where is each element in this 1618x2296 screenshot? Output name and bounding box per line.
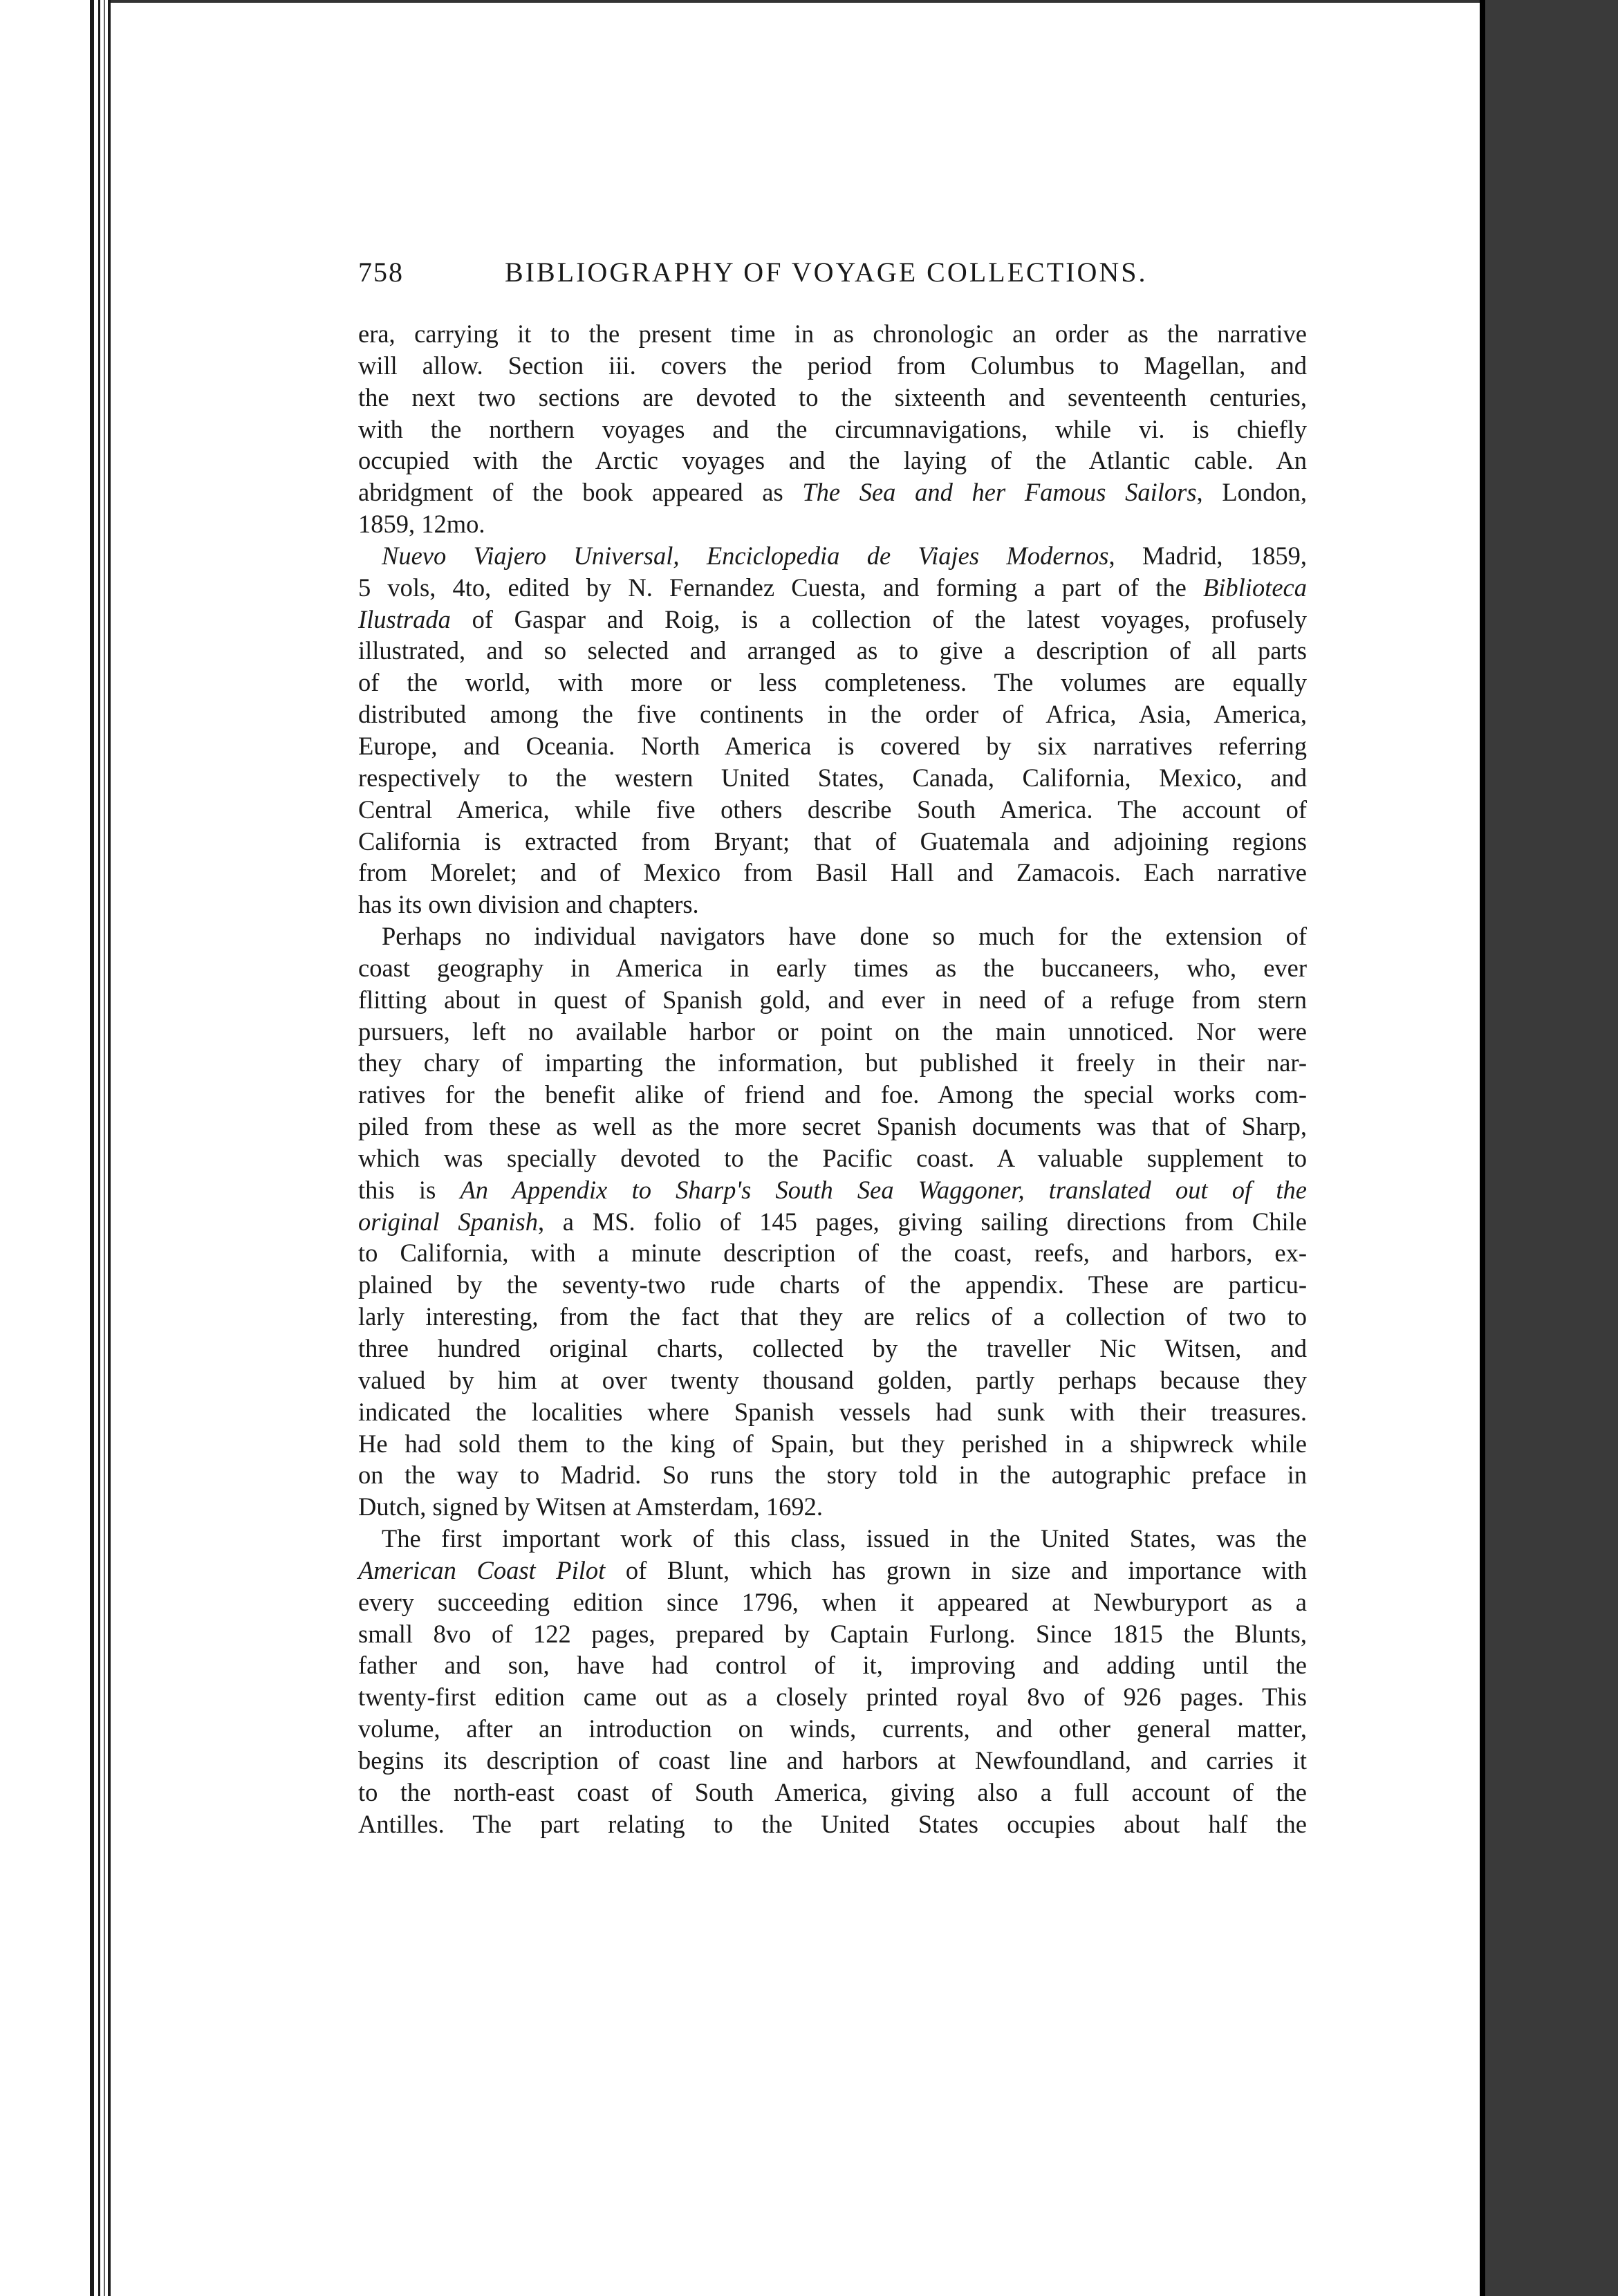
- text-line: ratives for the benefit alike of friend and foe. Among the special works com-: [358, 1080, 1307, 1109]
- text-line: [358, 1174, 1307, 1206]
- text-segment: of Blunt, which has grown in size and importance with: [605, 1555, 1308, 1584]
- binding-line: [90, 0, 94, 2296]
- text-line: illustrated, and so selected and arranged as to give a description of all parts: [358, 636, 1307, 665]
- text-line: which was specially devoted to the Pacific coast. A valuable supplement to: [358, 1143, 1307, 1172]
- text-line: occupied with the Arctic voyages and the laying of the Atlantic cable. An: [358, 446, 1307, 475]
- text-line: of the world, with more or less completeness. The volumes are equally: [358, 668, 1307, 697]
- text-line: The first important work of this class, issued in the United States, was the: [382, 1524, 1307, 1553]
- text-segment: , Madrid, 1859,: [1108, 541, 1307, 570]
- text-line: Central America, while five others describe South America. The account of: [358, 795, 1307, 824]
- text-segment: 5 vols, 4to, edited by N. Fernandez Cuesta, and forming a part of the: [358, 573, 1203, 602]
- text-line: flitting about in quest of Spanish gold, and ever in need of a refuge from stern: [358, 985, 1307, 1014]
- text-line: [358, 604, 1307, 636]
- text-line: will allow. Section iii. covers the period from Columbus to Magellan, and: [358, 351, 1307, 380]
- text-segment: , a MS. folio of 145 pages, giving sailing directions from Chile: [537, 1207, 1307, 1236]
- page-right-edge: [1480, 0, 1485, 2296]
- text-line: [358, 1206, 1307, 1238]
- italic-title: Nuevo Viajero Universal, Enciclopedia de Viajes Modernos: [382, 541, 1109, 570]
- text-line: they chary of imparting the information, but published it freely in their nar-: [358, 1048, 1307, 1077]
- text-line: Europe, and Oceania. North America is covered by six narratives referring: [358, 731, 1307, 760]
- scan-top-border: [111, 0, 1483, 3]
- running-title: BIBLIOGRAPHY OF VOYAGE COLLECTIONS.: [505, 257, 1148, 288]
- italic-title: American Coast Pilot: [358, 1555, 606, 1584]
- text-line: [358, 540, 1307, 572]
- text-line: twenty-first edition came out as a closely printed royal 8vo of 926 pages. This: [358, 1683, 1307, 1712]
- text-line: [358, 1555, 1307, 1586]
- text-segment: abridgment of the book appeared as: [358, 478, 803, 507]
- text-line: has its own division and chapters.: [358, 890, 699, 919]
- text-segment: this is: [358, 1175, 461, 1204]
- text-segment: , London,: [1196, 478, 1307, 507]
- italic-title: The Sea and her Famous Sailors: [802, 478, 1197, 507]
- text-line: from Morelet; and of Mexico from Basil Hall and Zamacois. Each narrative: [358, 858, 1307, 887]
- page-binding-edge: [0, 0, 111, 2296]
- text-line: Perhaps no individual navigators have done so much for the extension of: [382, 922, 1307, 951]
- text-line: He had sold them to the king of Spain, but they perished in a shipwreck while: [358, 1429, 1307, 1458]
- text-line: Antilles. The part relating to the United States occupies about half the: [358, 1809, 1307, 1838]
- text-line: to California, with a minute description of the coast, reefs, and harbors, ex-: [358, 1239, 1307, 1268]
- text-line: [358, 572, 1307, 604]
- text-line: Dutch, signed by Witsen at Amsterdam, 1692.: [358, 1492, 824, 1521]
- body-text: [358, 318, 1307, 1840]
- text-line: small 8vo of 122 pages, prepared by Captain Furlong. Since 1815 the Blunts,: [358, 1619, 1307, 1648]
- text-line: larly interesting, from the fact that they are relics of a collection of two to: [358, 1302, 1307, 1331]
- text-line: begins its description of coast line and harbors at Newfoundland, and carries it: [358, 1746, 1307, 1775]
- text-line: on the way to Madrid. So runs the story told in the autographic preface in: [358, 1461, 1307, 1490]
- page-header: [358, 256, 1307, 297]
- text-line: distributed among the five continents in the order of Africa, Asia, America,: [358, 700, 1307, 729]
- text-segment: of Gaspar and Roig, is a collection of the latest voyages, profusely: [450, 604, 1307, 633]
- text-line: three hundred original charts, collected by the traveller Nic Witsen, and: [358, 1334, 1307, 1362]
- text-line: indicated the localities where Spanish vessels had sunk with their treasures.: [358, 1397, 1307, 1426]
- scan-background: [1485, 0, 1618, 2296]
- text-line: piled from these as well as the more secret Spanish documents was that of Sharp,: [358, 1112, 1307, 1141]
- italic-title: An Appendix to Sharp's South Sea Waggoner, translated out of the: [460, 1175, 1307, 1204]
- binding-line: [108, 0, 111, 2296]
- binding-line: [104, 0, 105, 2296]
- text-line: the next two sections are devoted to the sixteenth and seventeenth centuries,: [358, 382, 1307, 411]
- text-line: valued by him at over twenty thousand golden, partly perhaps because they: [358, 1365, 1307, 1394]
- italic-title: Ilustrada: [358, 604, 451, 633]
- text-line: [358, 476, 1307, 508]
- text-line: pursuers, left no available harbor or point on the main unnoticed. Nor were: [358, 1017, 1307, 1046]
- text-line: California is extracted from Bryant; that of Guatemala and adjoining regions: [358, 826, 1307, 855]
- text-line: to the north-east coast of South America, giving also a full account of the: [358, 1777, 1307, 1806]
- text-line: era, carrying it to the present time in as chronologic an order as the narrative: [358, 320, 1307, 348]
- text-line: respectively to the western United States, Canada, California, Mexico, and: [358, 763, 1307, 792]
- text-line: every succeeding edition since 1796, when it appeared at Newburyport as a: [358, 1587, 1307, 1616]
- italic-title: original Spanish: [358, 1207, 538, 1236]
- italic-title: Biblioteca: [1202, 573, 1307, 602]
- text-line: coast geography in America in early times as the buccaneers, who, ever: [358, 953, 1307, 982]
- text-line: 1859, 12mo.: [358, 510, 485, 539]
- text-line: father and son, have had control of it, improving and adding until the: [358, 1651, 1307, 1680]
- text-line: volume, after an introduction on winds, currents, and other general matter,: [358, 1714, 1307, 1743]
- text-line: with the northern voyages and the circumnavigations, while vi. is chiefly: [358, 414, 1307, 443]
- binding-line: [98, 0, 100, 2296]
- page-number: 758: [358, 257, 404, 288]
- text-line: plained by the seventy-two rude charts of the appendix. These are particu-: [358, 1270, 1307, 1299]
